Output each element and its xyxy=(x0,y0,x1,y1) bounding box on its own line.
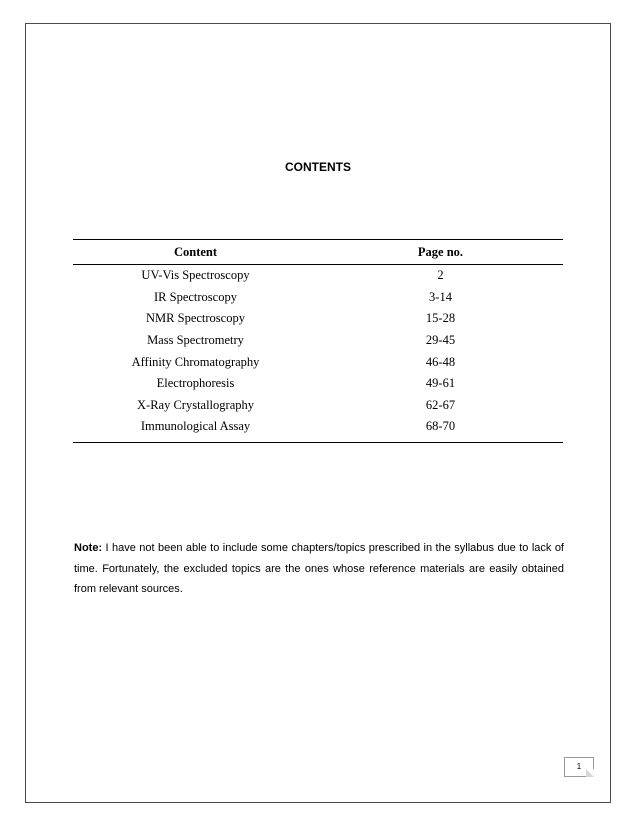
row-content: Electrophoresis xyxy=(156,376,235,391)
row-content: UV-Vis Spectroscopy xyxy=(141,268,250,283)
table-row xyxy=(73,395,563,417)
table-row xyxy=(73,308,563,330)
row-page: 15-28 xyxy=(425,311,456,326)
row-page: 29-45 xyxy=(425,333,456,348)
table-row xyxy=(73,265,563,287)
row-content: Affinity Chromatography xyxy=(131,354,260,369)
row-page: 46-48 xyxy=(425,354,456,369)
table-header xyxy=(73,240,563,265)
row-page: 2 xyxy=(437,268,444,283)
header-content: Content xyxy=(173,244,218,259)
note-paragraph xyxy=(74,538,564,600)
document-page xyxy=(25,23,611,803)
page-title: CONTENTS xyxy=(285,160,351,174)
table-row xyxy=(73,351,563,373)
page-number-box xyxy=(564,757,594,777)
page-curl-icon xyxy=(586,769,594,777)
note-text: I have not been able to include some chapters/topics prescribed in the syllabus due to lack of time. Fortunately, the excluded topics are the ones whose reference materials are easily obtained from relevant sources. xyxy=(74,542,564,595)
row-page: 3-14 xyxy=(429,289,452,304)
table-row xyxy=(73,373,563,395)
row-content: X-Ray Crystallography xyxy=(137,397,254,412)
row-page: 68-70 xyxy=(425,419,456,434)
page-number: 1 xyxy=(576,762,582,771)
row-page: 62-67 xyxy=(425,397,456,412)
table-row xyxy=(73,416,563,438)
row-content: Immunological Assay xyxy=(140,419,251,434)
contents-table xyxy=(73,239,563,443)
table-row xyxy=(73,330,563,352)
header-page-no: Page no. xyxy=(417,244,464,259)
row-content: IR Spectroscopy xyxy=(154,289,237,304)
table-row xyxy=(73,287,563,309)
row-content: Mass Spectrometry xyxy=(147,333,244,348)
row-page: 49-61 xyxy=(425,376,456,391)
row-content: NMR Spectroscopy xyxy=(146,311,245,326)
note-label: Note: xyxy=(74,542,103,554)
